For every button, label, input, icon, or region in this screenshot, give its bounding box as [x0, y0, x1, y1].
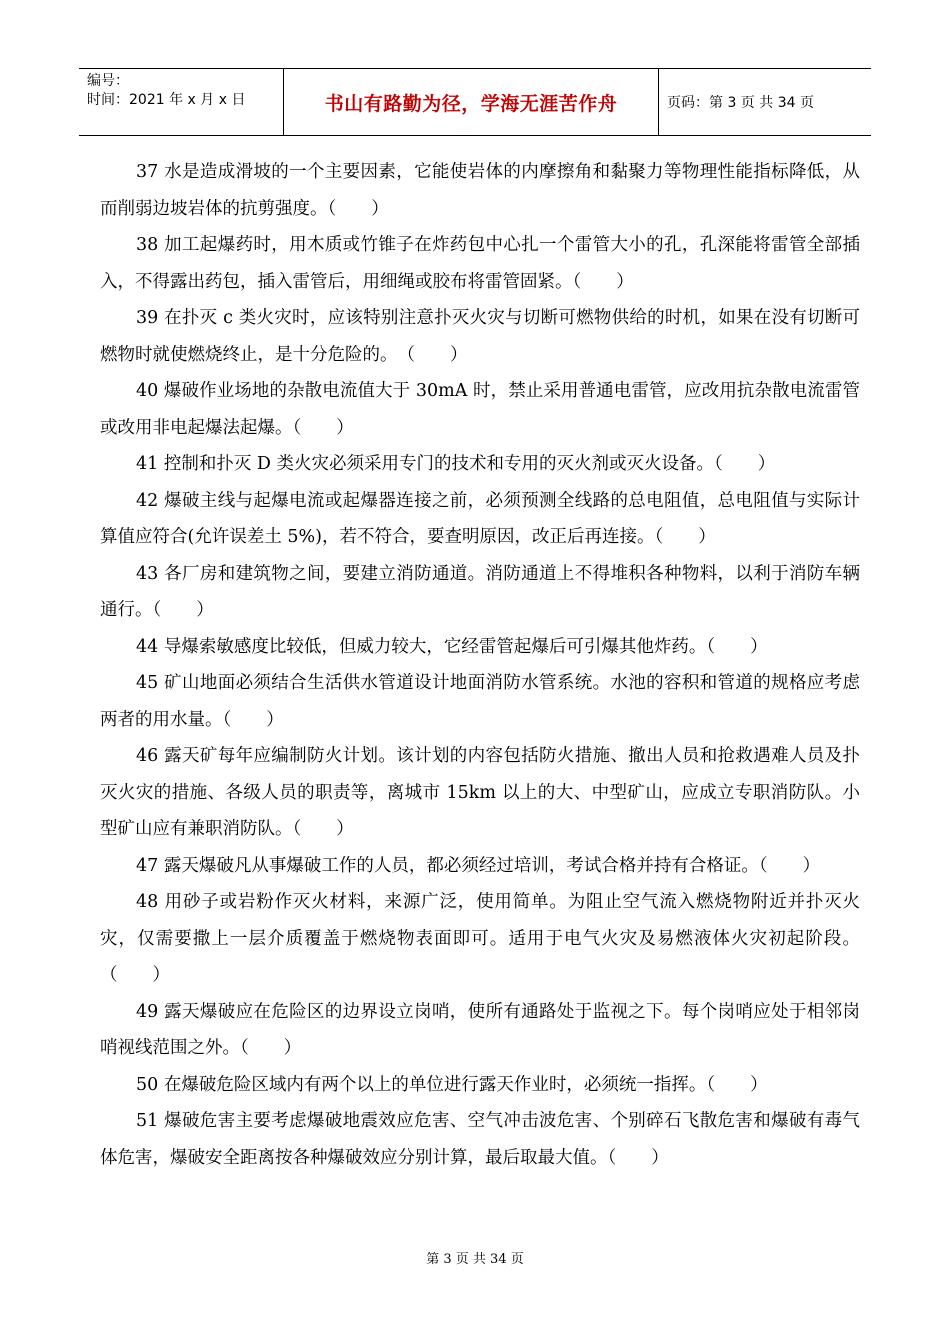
- header-page-info-cell: [659, 69, 871, 135]
- question-item: 40 爆破作业场地的杂散电流值大于 30mA 时，禁止采用普通电雷管，应改用抗杂散电流雷管或改用非电起爆法起爆。（ ）: [100, 381, 860, 438]
- question-item: 47 露天爆破凡从事爆破工作的人员，都必须经过培训，考试合格并持有合格证。（ ）: [136, 855, 821, 876]
- question-item: 50 在爆破危险区域内有两个以上的单位进行露天作业时，必须统一指挥。（ ）: [136, 1074, 768, 1095]
- header-meta: [79, 69, 284, 135]
- question-item: 48 用砂子或岩粉作灭火材料，来源广泛，使用简单。为阻止空气流入燃烧物附近并扑灭火灾，仅需要撒上一层介质覆盖于燃烧物表面即可。适用于电气火灾及易燃液体火灾初起阶段。（ ）: [100, 892, 860, 985]
- question-item: 41 控制和扑灭 D 类火灾必须采用专门的技术和专用的灭火剂或灭火设备。（ ）: [136, 454, 776, 474]
- question-item: 39 在扑灭 c 类火灾时，应该特别注意扑灭火灾与切断可燃物供给的时机，如果在没有切断可燃物时就使燃烧终止，是十分危险的。 （ ）: [100, 308, 860, 365]
- question-item: 38 加工起爆药时，用木质或竹锥子在炸药包中心扎一个雷管大小的孔，孔深能将雷管全部插入，不得露出药包，插入雷管后，用细绳或胶布将雷管固紧。（ ）: [100, 235, 860, 292]
- question-item: 43 各厂房和建筑物之间，要建立消防通道。消防通道上不得堆积各种物料，以利于消防车辆通行。（ ）: [100, 563, 860, 620]
- footer-page-number: 第 3 页 共 34 页: [426, 1252, 524, 1267]
- question-item: 51 爆破危害主要考虑爆破地震效应危害、空气冲击波危害、个别碎石飞散危害和爆破有毒气体危害，爆破安全距离按各种爆破效应分别计算，最后取最大值。（ ）: [100, 1111, 860, 1168]
- question-list: [100, 154, 860, 1176]
- page-header: [79, 68, 871, 136]
- document-date: 时间：2021 年 x 月 x 日: [87, 92, 246, 108]
- header-motto: 书山有路勤为径，学海无涯苦作舟: [324, 92, 618, 115]
- question-item: 37 水是造成滑坡的一个主要因素，它能使岩体的内摩擦角和黏聚力等物理性能指标降低，从而削弱边坡岩体的抗剪强度。（ ）: [100, 162, 860, 219]
- question-item: 44 导爆索敏感度比较低，但威力较大，它经雷管起爆后可引爆其他炸药。（ ）: [136, 636, 768, 657]
- question-item: 45 矿山地面必须结合生活供水管道设计地面消防水管系统。水池的容积和管道的规格应考虑两者的用水量。（ ）: [100, 673, 860, 730]
- header-page-info: 页码：第 3 页 共 34 页: [667, 95, 814, 111]
- document-number-label: 编号：: [87, 73, 129, 89]
- page-footer: [0, 1248, 950, 1267]
- question-item: 42 爆破主线与起爆电流或起爆器连接之前，必须预测全线路的总电阻值，总电阻值与实际计算值应符合(允许误差土 5%)，若不符合，要查明原因，改正后再连接。（ ）: [100, 490, 860, 547]
- header-motto-cell: [284, 69, 659, 135]
- question-item: 49 露天爆破应在危险区的边界设立岗哨，使所有通路处于监视之下。每个岗哨应处于相邻岗哨视线范围之外。（ ）: [100, 1001, 860, 1058]
- question-item: 46 露天矿每年应编制防火计划。该计划的内容包括防火措施、撤出人员和抢救遇难人员及扑灭火灾的措施、各级人员的职责等，离城市 15km 以上的大、中型矿山，应成立专职消防队。小型矿山应有兼职消防队。（ ）: [100, 746, 860, 839]
